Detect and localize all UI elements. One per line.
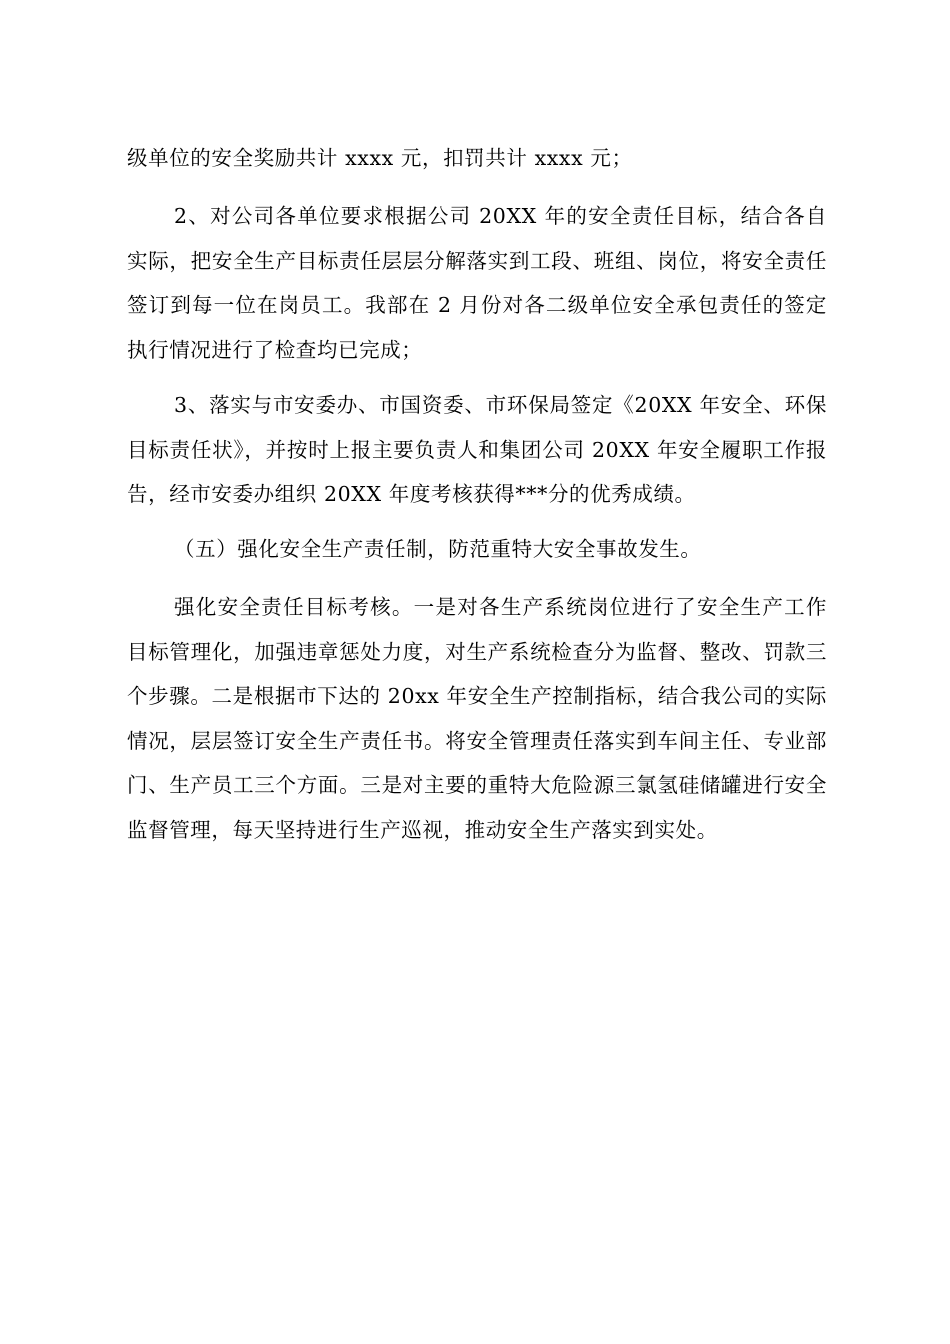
paragraph-continued-rewards: 级单位的安全奖励共计 xxxx 元，扣罚共计 xxxx 元； bbox=[127, 146, 633, 170]
section-heading-5: （五）强化安全生产责任制，防范重特大安全事故发生。 bbox=[174, 537, 702, 561]
paragraph-item-3: 3、落实与市安委办、市国资委、市环保局签定《20XX 年安全、环保目标责任状》，并按时上报主要负责人和集团公司 20XX 年安全履职工作报告，经市安委办组织 20XX 年度考核获得***分的优秀成绩。 bbox=[127, 393, 827, 506]
paragraph-assessment: 强化安全责任目标考核。一是对各生产系统岗位进行了安全生产工作目标管理化，加强违章惩处力度，对生产系统检查分为监督、整改、罚款三个步骤。二是根据市下达的 20xx 年安全生产控制指标，结合我公司的实际情况，层层签订安全生产责任书。将安全管理责任落实到车间主任、专业部门、生产员工三个方面。三是对主要的重特大危险源三氯氢硅储罐进行安全监督管理，每天坚持进行生产巡视，推动安全生产落实到实处。 bbox=[127, 595, 827, 842]
paragraph-item-2: 2、对公司各单位要求根据公司 20XX 年的安全责任目标，结合各自实际，把安全生产目标责任层层分解落实到工段、班组、岗位，将安全责任签订到每一位在岗员工。我部在 2 月份对各二级单位安全承包责任的签定执行情况进行了检查均已完成； bbox=[127, 204, 827, 362]
